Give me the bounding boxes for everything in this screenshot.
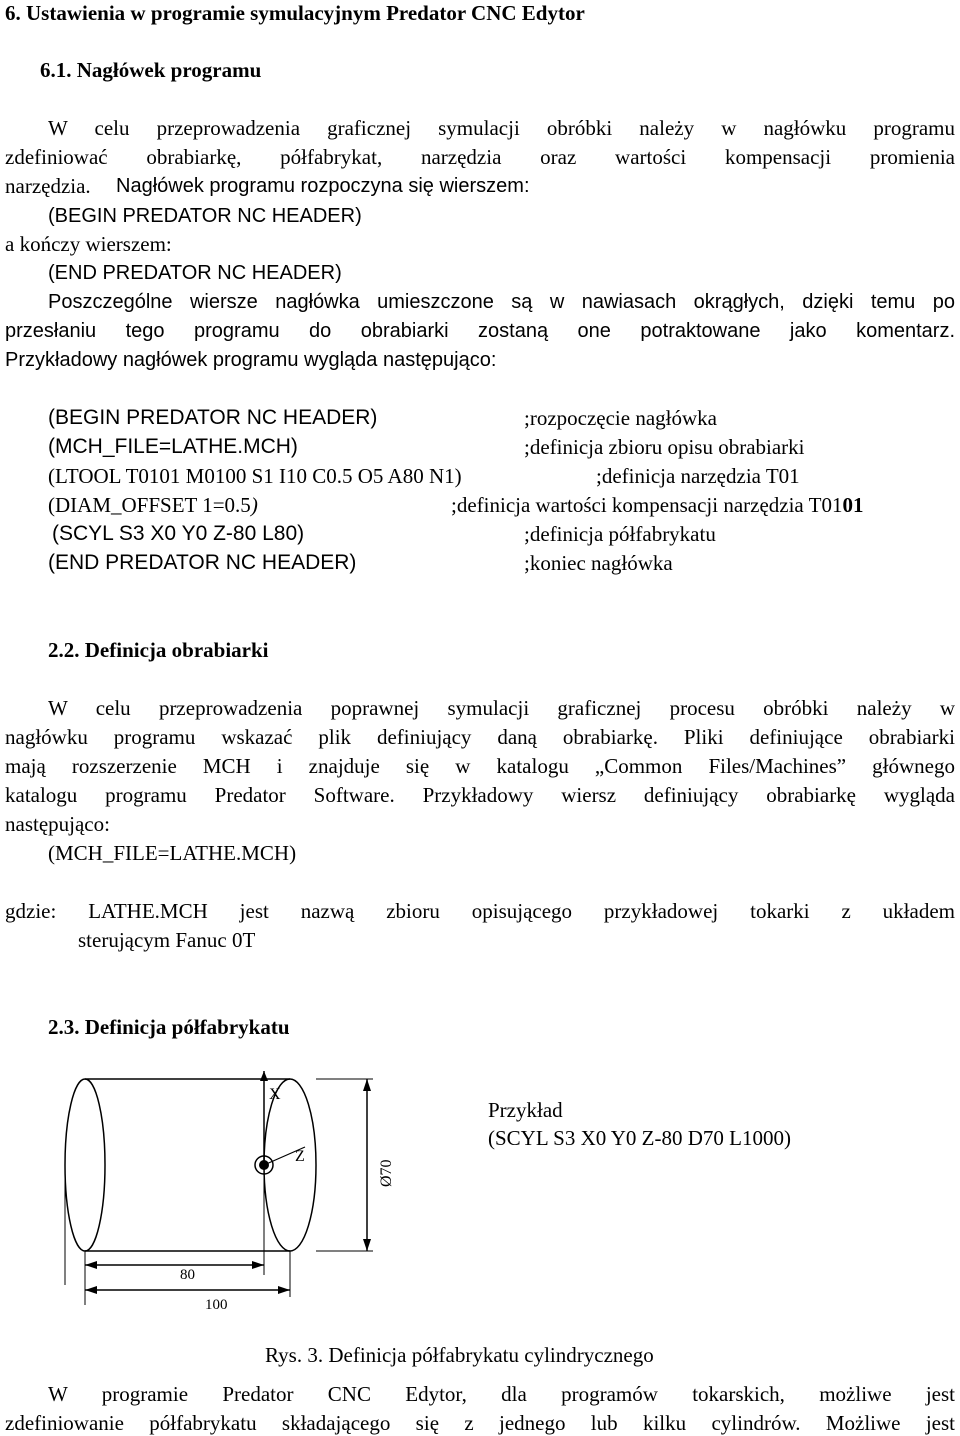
closing-line-2: zdefiniowanie półfabrykatu składającego się z jednego lub kilku cylindrów. Możliwe jest [5,1411,955,1435]
header-row-6-code: (END PREDATOR NC HEADER) [48,551,357,574]
axis-x-label: X [269,1086,281,1103]
header-row-6-comment: ;koniec nagłówka [524,551,673,575]
header-row-4-code: (DIAM_OFFSET 1=0.5) [48,493,258,517]
p2-line-2: przesłaniu tego programu do obrabiarki zostaną one potraktowane jako komentarz. [5,320,955,342]
closing-line-1: W programie Predator CNC Edytor, dla programów tokarskich, możliwe jest [48,1382,955,1406]
dim-80-label: 80 [180,1267,195,1283]
cylinder-figure [55,1065,455,1325]
intro-line-3b: Nagłówek programu rozpoczyna się wierszem: [116,175,530,197]
figure-caption: Rys. 3. Definicja półfabrykatu cylindrycznego [265,1343,654,1367]
header-row-3-code: (LTOOL T0101 M0100 S1 I10 C0.5 O5 A80 N1) [48,464,462,488]
cylinder-right-face [264,1079,316,1251]
begin-header-line: (BEGIN PREDATOR NC HEADER) [48,205,362,227]
dim-100-label: 100 [205,1297,228,1313]
intro-line-1: W celu przeprowadzenia graficznej symulacji obróbki należy w nagłówku programu [48,116,955,140]
header-row-4-comment: ;definicja wartości kompensacji narzędzia T0101 [451,493,864,517]
end-header-line: (END PREDATOR NC HEADER) [48,262,342,284]
section-heading-2-2: 2.2. Definicja obrabiarki [48,638,269,662]
figure-example-title: Przykład [488,1098,563,1122]
ends-with-line: a kończy wierszem: [5,232,172,256]
header-row-5-comment: ;definicja półfabrykatu [524,522,716,546]
section-heading-2-3: 2.3. Definicja półfabrykatu [48,1015,290,1039]
p2-line-3: Przykładowy nagłówek programu wygląda następująco: [5,349,497,371]
machine-line-1: W celu przeprowadzenia poprawnej symulacji graficznej procesu obróbki należy w [48,696,955,720]
where-line-2: sterującym Fanuc 0T [78,928,256,952]
figure-example-code: (SCYL S3 X0 Y0 Z-80 D70 L1000) [488,1126,791,1150]
machine-line-2: nagłówku programu wskazać plik definiujący daną obrabiarkę. Pliki definiujące obrabiarki [5,725,955,749]
machine-line-5: następująco: [5,812,110,836]
machine-line-3: mają rozszerzenie MCH i znajduje się w katalogu „Common Files/Machines” głównego [5,754,955,778]
header-row-5-code: (SCYL S3 X0 Y0 Z-80 L80) [52,522,305,545]
intro-line-3a: narzędzia. [5,174,91,198]
cylinder-left-face [65,1079,105,1251]
machine-line-4: katalogu programu Predator Software. Przykładowy wiersz definiujący obrabiarkę wygląda [5,783,955,807]
header-row-2-code: (MCH_FILE=LATHE.MCH) [48,435,298,458]
where-line-1: gdzie: LATHE.MCH jest nazwą zbioru opisującego przykładowej tokarki z układem [5,899,955,923]
intro-line-2: zdefiniować obrabiarkę, półfabrykat, narzędzia oraz wartości kompensacji promienia [5,145,955,169]
header-row-1-comment: ;rozpoczęcie nagłówka [524,406,717,430]
header-row-3-comment: ;definicja narzędzia T01 [596,464,800,488]
diameter-label: Ø70 [378,1159,395,1187]
axis-z-label: Z [295,1148,305,1165]
header-row-1-code: (BEGIN PREDATOR NC HEADER) [48,406,378,429]
section-heading-6-1: 6.1. Nagłówek programu [40,58,262,82]
p2-line-1: Poszczególne wiersze nagłówka umieszczone są w nawiasach okrągłych, dzięki temu po [48,291,955,313]
machine-example: (MCH_FILE=LATHE.MCH) [48,841,297,865]
header-row-2-comment: ;definicja zbioru opisu obrabiarki [524,435,805,459]
chapter-heading: 6. Ustawienia w programie symulacyjnym Predator CNC Edytor [5,1,585,25]
